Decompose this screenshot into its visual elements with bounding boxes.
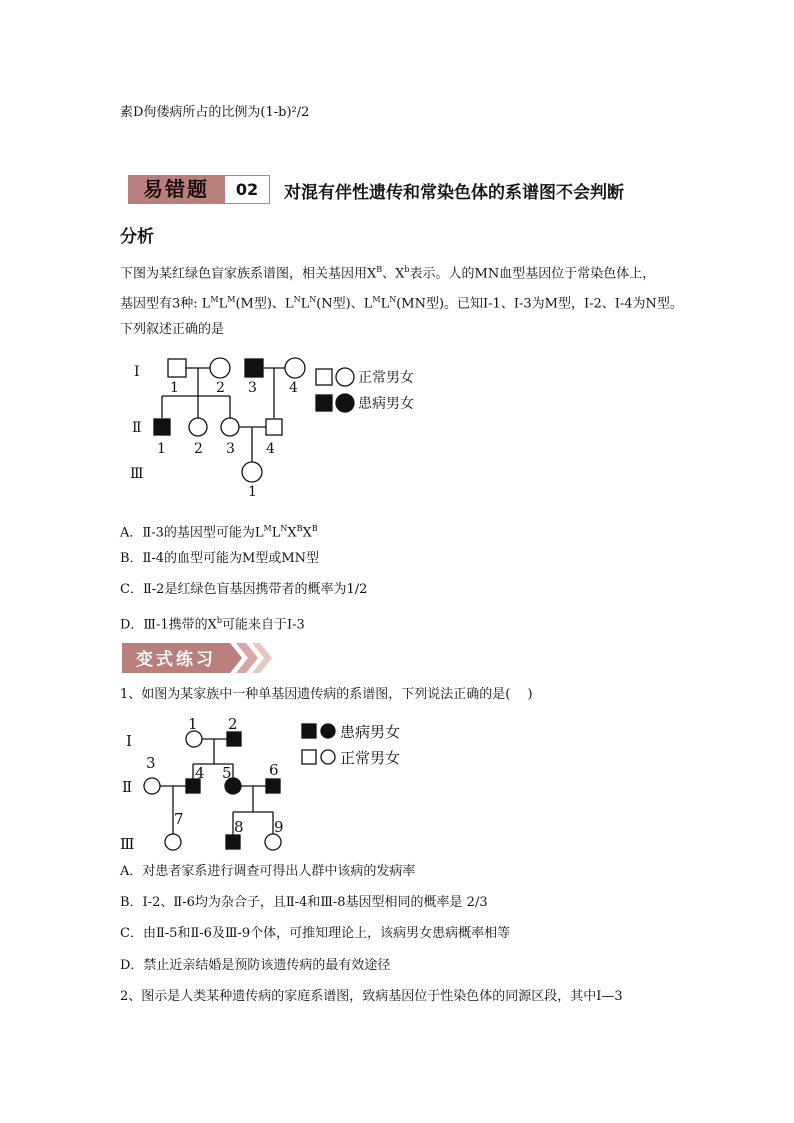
option-B: B．Ⅱ-4的血型可能为M型或MN型 (120, 551, 320, 566)
q2-option-B: B．I-2、Ⅱ-6均为杂合子，且Ⅱ-4和Ⅲ-8基因型相同的概率是 2/3 (120, 895, 488, 910)
pedigree1-II4-male-normal (266, 419, 282, 435)
pedigree-chart-2 (118, 712, 428, 860)
option-C: C．Ⅱ-2是红绿色盲基因携带者的概率为1/2 (120, 582, 368, 597)
pedigree1-gen-II: Ⅱ (132, 420, 142, 436)
pedigree2-num-3: 3 (146, 754, 156, 772)
question-intro-line-2: 基因型有3种: $L^ML^M(M$型)、$L^NL^N(N$型)、$L^ML^N(MN$型)。已知I-1、I-3为M型，I-2、I-4为N型。 (120, 295, 683, 312)
q2-option-C: C．由Ⅱ-5和Ⅱ-6及Ⅲ-9个体，可推知理论上，该病男女患病概率相等 (120, 926, 511, 941)
pedigree1-II3-female-normal (221, 418, 239, 436)
pedigree1-gen-I: Ⅰ (134, 364, 140, 380)
legend2-male-affected-icon (302, 724, 316, 738)
pedigree2-num-4: 4 (195, 764, 205, 782)
pedigree1-num-I4: 4 (289, 380, 298, 396)
pedigree2-gen-I: Ⅰ (126, 732, 132, 750)
banner-number: 02 (224, 175, 270, 204)
legend2-affected-label: 患病男女 (340, 723, 401, 741)
pedigree2-III9-female-normal (265, 834, 281, 850)
pedigree1-II2-female-normal (189, 418, 207, 436)
top-text-line: 素D佝偻病所占的比例为(1-b)²/2 (120, 105, 310, 120)
pedigree1-num-I3: 3 (248, 380, 257, 396)
pedigree2-num-1: 1 (188, 715, 198, 733)
pedigree2-num-9: 9 (274, 818, 284, 836)
q2-option-D: D．禁止近亲结婚是预防该遗传病的最有效途径 (120, 958, 391, 973)
pedigree1-num-II3: 3 (226, 441, 235, 457)
legend1-affected-label: 患病男女 (358, 396, 414, 412)
error-topic-banner (128, 175, 270, 204)
option-A: A．Ⅱ-3的基因型可能为$L^ML^NX^BX^B$ (120, 524, 318, 541)
legend1-male-affected-icon (316, 395, 332, 411)
pedigree2-I1-female-normal (186, 731, 202, 747)
legend1-male-normal-icon (316, 369, 332, 385)
pedigree2-I2-male-affected (227, 732, 241, 746)
pedigree2-gen-II: Ⅱ (122, 778, 133, 796)
legend2-female-normal-icon (321, 750, 335, 764)
question-intro-line-3: 下列叙述正确的是 (120, 322, 225, 337)
pedigree1-num-I1: 1 (170, 380, 179, 396)
q3-stem: 2、图示是人类某种遗传病的家庭系谱图，致病基因位于性染色体的同源区段，其中Ⅰ—3 (120, 989, 623, 1004)
q2-stem: 1、如图为某家族中一种单基因遗传病的系谱图，下列说法正确的是( ) (120, 687, 533, 702)
pedigree1-III1-female-normal (242, 462, 262, 482)
pedigree2-III8-male-affected (226, 835, 240, 849)
pedigree2-num-6: 6 (269, 761, 279, 779)
pedigree1-I2-female-normal (210, 358, 230, 378)
pedigree2-gen-III: Ⅲ (120, 835, 135, 853)
pedigree2-num-5: 5 (222, 764, 232, 782)
pedigree-chart-1 (120, 350, 440, 500)
pedigree2-III7-female-normal (165, 834, 181, 850)
banner-label: 易错题 (128, 175, 224, 204)
q2-option-A: A．对患者家系进行调查可得出人群中该病的发病率 (120, 864, 416, 879)
option-D: D．Ⅲ-1携带的$X^b$可能来自于I-3 (120, 616, 305, 633)
practice-tag (122, 641, 272, 675)
pedigree1-I4-female-normal (285, 358, 305, 378)
pedigree1-II1-male-affected (154, 419, 170, 435)
legend2-female-affected-icon (321, 724, 335, 738)
legend1-normal-label: 正常男女 (358, 370, 414, 386)
section-heading: 对混有伴性遗传和常染色体的系谱图不会判断 (284, 183, 624, 203)
pedigree1-num-II1: 1 (157, 441, 166, 457)
legend1-female-normal-icon (336, 368, 354, 386)
pedigree1-I1-male-normal (168, 359, 186, 377)
pedigree1-num-III1: 1 (248, 484, 257, 500)
pedigree2-II6-male-affected (266, 779, 280, 793)
legend1-female-affected-icon (336, 394, 354, 412)
practice-tag-label: 变式练习 (136, 650, 216, 670)
question-intro-line-1: 下图为某红绿色盲家族系谱图，相关基因用$X^B$、$X^b$表示。人的MN血型基因位于常染色体上， (120, 265, 656, 282)
pedigree1-num-II4: 4 (266, 441, 275, 457)
pedigree2-num-2: 2 (228, 715, 238, 733)
pedigree1-num-II2: 2 (194, 441, 203, 457)
section-heading-cont: 分析 (120, 227, 154, 247)
pedigree2-II3-female-normal (144, 778, 160, 794)
pedigree1-num-I2: 2 (216, 380, 225, 396)
pedigree2-num-7: 7 (174, 810, 184, 828)
legend2-normal-label: 正常男女 (340, 749, 401, 767)
pedigree1-I3-male-affected (245, 359, 263, 377)
pedigree2-num-8: 8 (234, 818, 244, 836)
pedigree1-gen-III: Ⅲ (130, 466, 144, 482)
legend2-male-normal-icon (302, 750, 316, 764)
